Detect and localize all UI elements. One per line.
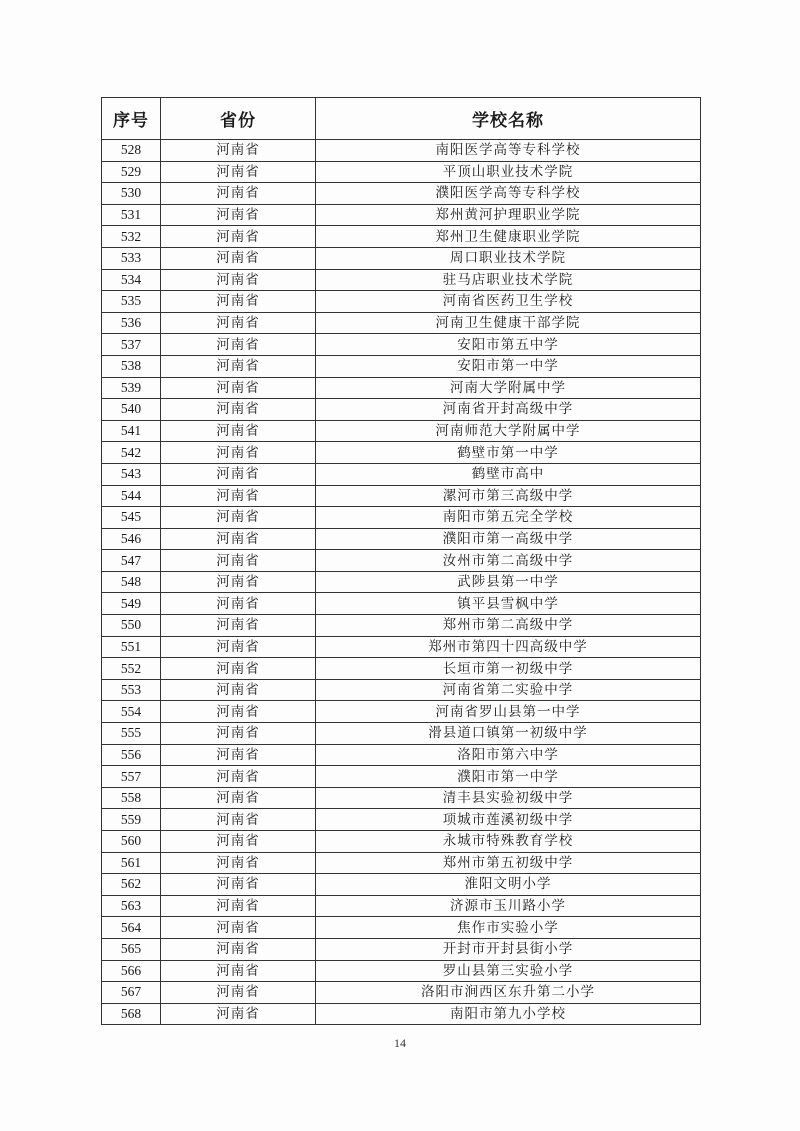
serial-number-cell: 546 — [102, 528, 161, 550]
school-name-cell: 郑州市第四十四高级中学 — [316, 636, 701, 658]
school-name-cell: 长垣市第一初级中学 — [316, 658, 701, 680]
serial-number-cell: 533 — [102, 247, 161, 269]
serial-number-cell: 530 — [102, 183, 161, 205]
serial-number-cell: 529 — [102, 161, 161, 183]
school-name-cell: 项城市莲溪初级中学 — [316, 809, 701, 831]
serial-number-cell: 558 — [102, 787, 161, 809]
serial-number-cell: 559 — [102, 809, 161, 831]
serial-number-cell: 534 — [102, 269, 161, 291]
table-body — [102, 140, 701, 1025]
province-cell: 河南省 — [161, 528, 316, 550]
province-cell: 河南省 — [161, 766, 316, 788]
table-row — [102, 766, 701, 788]
province-cell: 河南省 — [161, 463, 316, 485]
serial-number-cell: 540 — [102, 399, 161, 421]
serial-number-cell: 564 — [102, 917, 161, 939]
school-name-cell: 淮阳文明小学 — [316, 874, 701, 896]
serial-number-cell: 565 — [102, 938, 161, 960]
table-row — [102, 442, 701, 464]
table-row — [102, 226, 701, 248]
table-row — [102, 377, 701, 399]
serial-number-cell: 544 — [102, 485, 161, 507]
table-header — [102, 98, 701, 140]
school-name-cell: 郑州市第五初级中学 — [316, 852, 701, 874]
school-name-cell: 济源市玉川路小学 — [316, 895, 701, 917]
province-cell: 河南省 — [161, 420, 316, 442]
table-row — [102, 982, 701, 1004]
table-row — [102, 615, 701, 637]
table-row — [102, 507, 701, 529]
page-number: 14 — [394, 1036, 406, 1050]
province-cell: 河南省 — [161, 787, 316, 809]
serial-number-cell: 563 — [102, 895, 161, 917]
table-row — [102, 269, 701, 291]
school-name-cell: 郑州黄河护理职业学院 — [316, 204, 701, 226]
serial-number-cell: 532 — [102, 226, 161, 248]
table-row — [102, 938, 701, 960]
province-cell: 河南省 — [161, 291, 316, 313]
table-row — [102, 399, 701, 421]
serial-number-cell: 568 — [102, 1003, 161, 1025]
province-cell: 河南省 — [161, 247, 316, 269]
header-province: 省份 — [161, 98, 316, 140]
school-name-cell: 洛阳市第六中学 — [316, 744, 701, 766]
province-cell: 河南省 — [161, 442, 316, 464]
serial-number-cell: 561 — [102, 852, 161, 874]
serial-number-cell: 556 — [102, 744, 161, 766]
school-name-cell: 濮阳市第一中学 — [316, 766, 701, 788]
school-name-cell: 鹤壁市高中 — [316, 463, 701, 485]
serial-number-cell: 562 — [102, 874, 161, 896]
serial-number-cell: 567 — [102, 982, 161, 1004]
province-cell: 河南省 — [161, 938, 316, 960]
serial-number-cell: 553 — [102, 679, 161, 701]
school-name-cell: 镇平县雪枫中学 — [316, 593, 701, 615]
province-cell: 河南省 — [161, 744, 316, 766]
serial-number-cell: 548 — [102, 571, 161, 593]
serial-number-cell: 528 — [102, 140, 161, 162]
province-cell: 河南省 — [161, 183, 316, 205]
school-name-cell: 河南师范大学附属中学 — [316, 420, 701, 442]
table-row — [102, 528, 701, 550]
table-row — [102, 420, 701, 442]
province-cell: 河南省 — [161, 852, 316, 874]
table-row — [102, 571, 701, 593]
school-list-table — [101, 97, 701, 1025]
school-name-cell: 汝州市第二高级中学 — [316, 550, 701, 572]
serial-number-cell: 543 — [102, 463, 161, 485]
province-cell: 河南省 — [161, 377, 316, 399]
province-cell: 河南省 — [161, 485, 316, 507]
school-name-cell: 安阳市第五中学 — [316, 334, 701, 356]
table-row — [102, 291, 701, 313]
serial-number-cell: 551 — [102, 636, 161, 658]
table-row — [102, 593, 701, 615]
province-cell: 河南省 — [161, 658, 316, 680]
province-cell: 河南省 — [161, 679, 316, 701]
province-cell: 河南省 — [161, 204, 316, 226]
province-cell: 河南省 — [161, 809, 316, 831]
table-row — [102, 831, 701, 853]
school-name-cell: 开封市开封县街小学 — [316, 938, 701, 960]
school-name-cell: 南阳市第五完全学校 — [316, 507, 701, 529]
school-name-cell: 河南省第二实验中学 — [316, 679, 701, 701]
school-name-cell: 武陟县第一中学 — [316, 571, 701, 593]
table-row — [102, 334, 701, 356]
header-school-name: 学校名称 — [316, 98, 701, 140]
school-name-cell: 郑州市第二高级中学 — [316, 615, 701, 637]
table-row — [102, 895, 701, 917]
school-name-cell: 鹤壁市第一中学 — [316, 442, 701, 464]
table-row — [102, 183, 701, 205]
header-row — [102, 98, 701, 140]
table-row — [102, 204, 701, 226]
table-row — [102, 1003, 701, 1025]
serial-number-cell: 566 — [102, 960, 161, 982]
serial-number-cell: 541 — [102, 420, 161, 442]
serial-number-cell: 537 — [102, 334, 161, 356]
table-row — [102, 161, 701, 183]
table-row — [102, 809, 701, 831]
table-row — [102, 960, 701, 982]
serial-number-cell: 554 — [102, 701, 161, 723]
header-serial-number: 序号 — [102, 98, 161, 140]
school-name-cell: 周口职业技术学院 — [316, 247, 701, 269]
province-cell: 河南省 — [161, 550, 316, 572]
province-cell: 河南省 — [161, 960, 316, 982]
province-cell: 河南省 — [161, 226, 316, 248]
serial-number-cell: 549 — [102, 593, 161, 615]
serial-number-cell: 560 — [102, 831, 161, 853]
serial-number-cell: 535 — [102, 291, 161, 313]
table-row — [102, 636, 701, 658]
school-name-cell: 漯河市第三高级中学 — [316, 485, 701, 507]
province-cell: 河南省 — [161, 312, 316, 334]
province-cell: 河南省 — [161, 917, 316, 939]
province-cell: 河南省 — [161, 269, 316, 291]
province-cell: 河南省 — [161, 701, 316, 723]
school-name-cell: 河南省罗山县第一中学 — [316, 701, 701, 723]
table-row — [102, 852, 701, 874]
school-name-cell: 河南大学附属中学 — [316, 377, 701, 399]
province-cell: 河南省 — [161, 334, 316, 356]
province-cell: 河南省 — [161, 874, 316, 896]
serial-number-cell: 552 — [102, 658, 161, 680]
serial-number-cell: 536 — [102, 312, 161, 334]
school-name-cell: 濮阳医学高等专科学校 — [316, 183, 701, 205]
province-cell: 河南省 — [161, 723, 316, 745]
table-row — [102, 701, 701, 723]
table-row — [102, 679, 701, 701]
school-name-cell: 郑州卫生健康职业学院 — [316, 226, 701, 248]
school-name-cell: 河南省医药卫生学校 — [316, 291, 701, 313]
province-cell: 河南省 — [161, 140, 316, 162]
serial-number-cell: 555 — [102, 723, 161, 745]
serial-number-cell: 539 — [102, 377, 161, 399]
table-row — [102, 658, 701, 680]
table-row — [102, 355, 701, 377]
school-name-cell: 驻马店职业技术学院 — [316, 269, 701, 291]
school-name-cell: 河南省开封高级中学 — [316, 399, 701, 421]
province-cell: 河南省 — [161, 615, 316, 637]
province-cell: 河南省 — [161, 895, 316, 917]
province-cell: 河南省 — [161, 831, 316, 853]
province-cell: 河南省 — [161, 507, 316, 529]
school-name-cell: 南阳医学高等专科学校 — [316, 140, 701, 162]
table-row — [102, 247, 701, 269]
province-cell: 河南省 — [161, 355, 316, 377]
province-cell: 河南省 — [161, 399, 316, 421]
school-name-cell: 平顶山职业技术学院 — [316, 161, 701, 183]
serial-number-cell: 545 — [102, 507, 161, 529]
school-name-cell: 清丰县实验初级中学 — [316, 787, 701, 809]
school-name-cell: 洛阳市涧西区东升第二小学 — [316, 982, 701, 1004]
province-cell: 河南省 — [161, 1003, 316, 1025]
serial-number-cell: 550 — [102, 615, 161, 637]
table-row — [102, 744, 701, 766]
table-row — [102, 787, 701, 809]
table-row — [102, 550, 701, 572]
province-cell: 河南省 — [161, 593, 316, 615]
school-name-cell: 滑县道口镇第一初级中学 — [316, 723, 701, 745]
school-name-cell: 河南卫生健康干部学院 — [316, 312, 701, 334]
table-row — [102, 140, 701, 162]
school-name-cell: 南阳市第九小学校 — [316, 1003, 701, 1025]
table-row — [102, 723, 701, 745]
serial-number-cell: 547 — [102, 550, 161, 572]
province-cell: 河南省 — [161, 571, 316, 593]
table-row — [102, 463, 701, 485]
school-name-cell: 安阳市第一中学 — [316, 355, 701, 377]
table-row — [102, 312, 701, 334]
serial-number-cell: 531 — [102, 204, 161, 226]
school-name-cell: 罗山县第三实验小学 — [316, 960, 701, 982]
school-name-cell: 永城市特殊教育学校 — [316, 831, 701, 853]
province-cell: 河南省 — [161, 636, 316, 658]
school-name-cell: 濮阳市第一高级中学 — [316, 528, 701, 550]
province-cell: 河南省 — [161, 982, 316, 1004]
school-name-cell: 焦作市实验小学 — [316, 917, 701, 939]
serial-number-cell: 542 — [102, 442, 161, 464]
serial-number-cell: 557 — [102, 766, 161, 788]
serial-number-cell: 538 — [102, 355, 161, 377]
table-row — [102, 874, 701, 896]
province-cell: 河南省 — [161, 161, 316, 183]
table-row — [102, 917, 701, 939]
table-row — [102, 485, 701, 507]
